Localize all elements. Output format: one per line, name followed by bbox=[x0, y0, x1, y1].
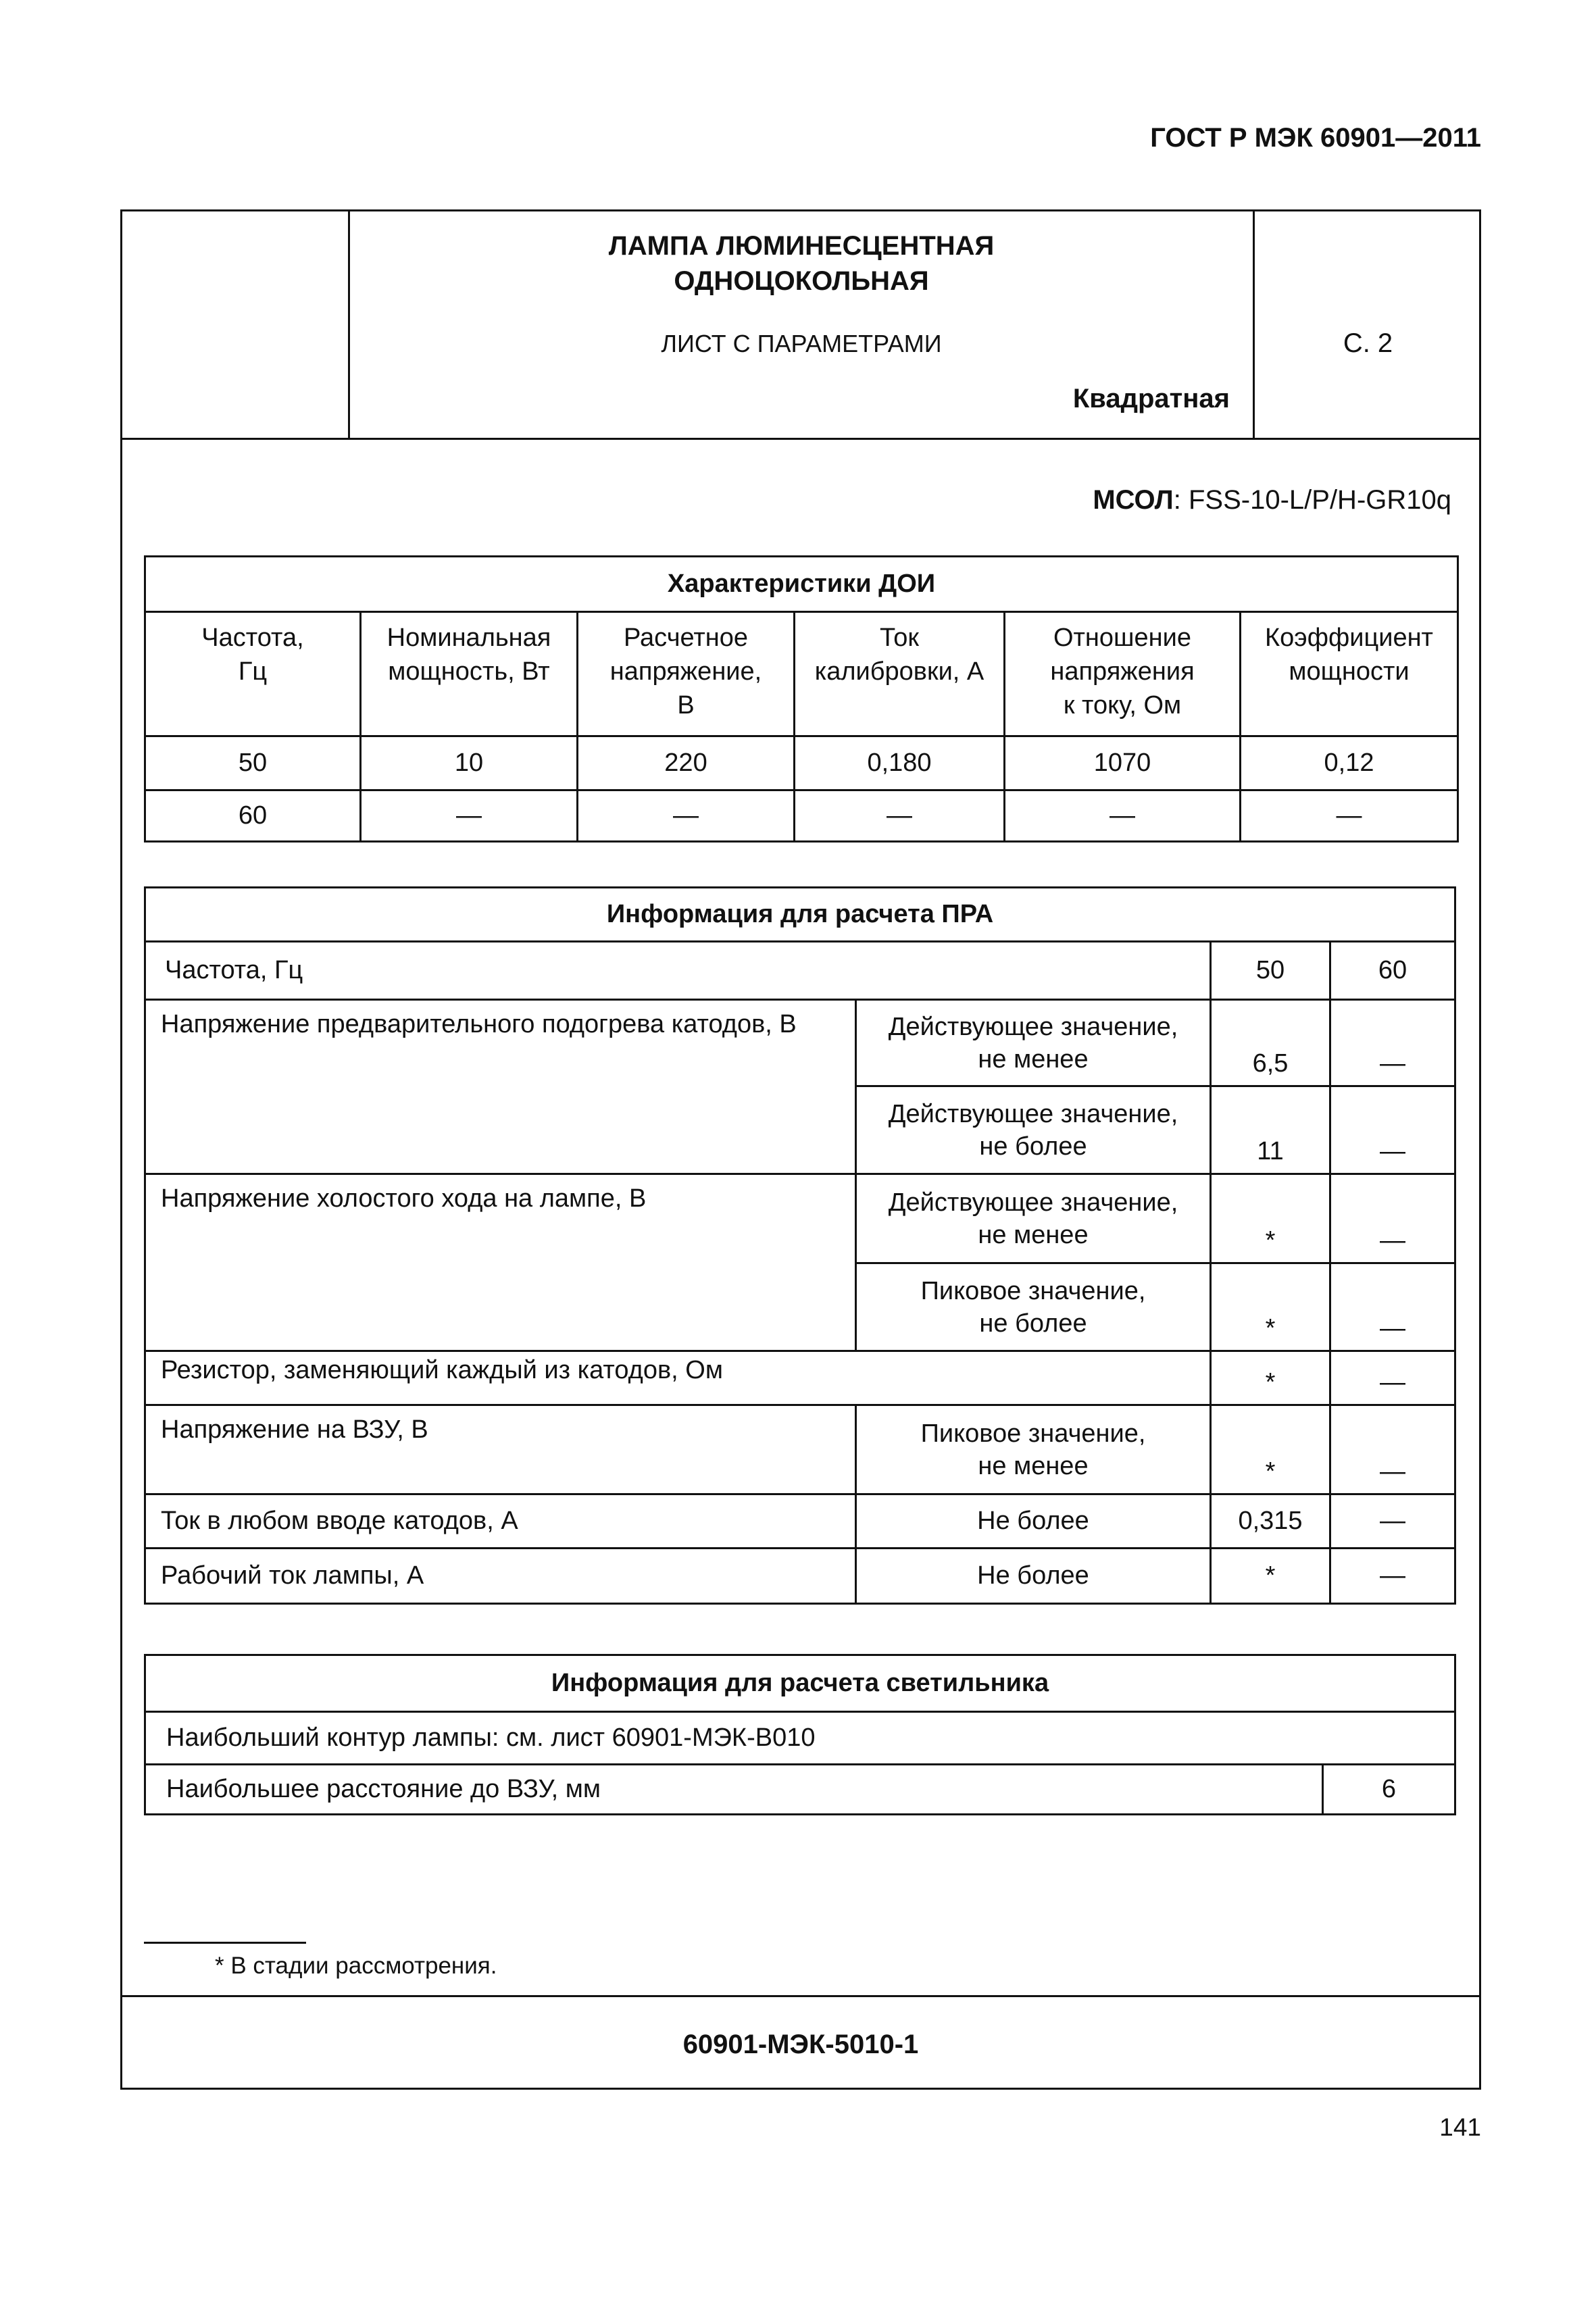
column-header: Ток калибровки, А bbox=[795, 612, 1005, 736]
table-cell: 0,12 bbox=[1241, 736, 1458, 790]
msol-label: МСОЛ bbox=[1093, 485, 1174, 515]
max-distance-value: 6 bbox=[1323, 1765, 1455, 1815]
table-header-row bbox=[145, 612, 1458, 736]
value-50: 0,315 bbox=[1211, 1494, 1330, 1549]
open-circuit-voltage-label: Напряжение холостого хода на лампе, В bbox=[145, 1174, 856, 1351]
max-distance-label: Наибольшее расстояние до ВЗУ, мм bbox=[145, 1765, 1323, 1815]
cathode-current-label: Ток в любом вводе катодов, А bbox=[145, 1494, 856, 1549]
value-50: * bbox=[1211, 1174, 1330, 1263]
value-50: 11 bbox=[1211, 1086, 1330, 1174]
frequency-60: 60 bbox=[1330, 942, 1455, 1000]
table-cell: 0,180 bbox=[795, 736, 1005, 790]
value-60: — bbox=[1330, 1086, 1455, 1174]
table-row bbox=[145, 1765, 1455, 1815]
value-60: — bbox=[1330, 1494, 1455, 1549]
value-60: — bbox=[1330, 1351, 1455, 1405]
value-60: — bbox=[1330, 1549, 1455, 1604]
table-row bbox=[145, 790, 1458, 842]
value-60: — bbox=[1330, 1174, 1455, 1263]
table-row bbox=[145, 1174, 1455, 1263]
value-50: * bbox=[1211, 1351, 1330, 1405]
sheet-code: 60901-МЭК-5010-1 bbox=[682, 2030, 919, 2059]
sheet-code-block bbox=[120, 1995, 1481, 2090]
table-caption: Характеристики ДОИ bbox=[145, 557, 1458, 612]
lamp-shape: Квадратная bbox=[1072, 384, 1230, 413]
sheet-title-line2: ОДНОЦОКОЛЬНАЯ bbox=[674, 266, 929, 296]
title-block-right-cell bbox=[1253, 209, 1481, 438]
table-row bbox=[145, 1405, 1455, 1494]
luminaire-info-table bbox=[144, 1654, 1456, 1815]
title-block-left-cell bbox=[120, 209, 350, 438]
column-header: Коэффициент мощности bbox=[1241, 612, 1458, 736]
frequency-50: 50 bbox=[1211, 942, 1330, 1000]
table-row bbox=[145, 1494, 1455, 1549]
column-header: Частота, Гц bbox=[145, 612, 361, 736]
condition-cell: Пиковое значение, не менее bbox=[856, 1405, 1211, 1494]
table-cell: 50 bbox=[145, 736, 361, 790]
ballast-info-table bbox=[144, 886, 1456, 1605]
table-cell: — bbox=[1241, 790, 1458, 842]
title-block-center-cell bbox=[350, 209, 1253, 438]
cathode-resistor-label: Резистор, заменяющий каждый из катодов, Ом bbox=[145, 1351, 1211, 1405]
value-50: * bbox=[1211, 1263, 1330, 1351]
value-50: 6,5 bbox=[1211, 1000, 1330, 1086]
table-caption: Информация для расчета светильника bbox=[145, 1655, 1455, 1712]
condition-cell: Действующее значение, не менее bbox=[856, 1000, 1211, 1086]
table-caption: Информация для расчета ПРА bbox=[145, 888, 1455, 942]
msol-designation bbox=[1093, 485, 1451, 515]
table-cell: — bbox=[361, 790, 578, 842]
table-row bbox=[145, 1351, 1455, 1405]
footnote: * В стадии рассмотрения. bbox=[215, 1953, 497, 1979]
table-cell: — bbox=[578, 790, 795, 842]
value-60: — bbox=[1330, 1263, 1455, 1351]
value-50: * bbox=[1211, 1405, 1330, 1494]
condition-cell: Не более bbox=[856, 1494, 1211, 1549]
table-row bbox=[145, 736, 1458, 790]
preheat-voltage-label: Напряжение предварительного подогрева катодов, В bbox=[145, 1000, 856, 1174]
table-cell: 60 bbox=[145, 790, 361, 842]
table-cell: 10 bbox=[361, 736, 578, 790]
frequency-row bbox=[145, 942, 1455, 1000]
condition-cell: Пиковое значение, не более bbox=[856, 1263, 1211, 1351]
value-60: — bbox=[1330, 1405, 1455, 1494]
title-block bbox=[120, 209, 1481, 440]
msol-value: : FSS-10-L/P/H-GR10q bbox=[1173, 485, 1451, 515]
standard-designation: ГОСТ Р МЭК 60901—2011 bbox=[1150, 123, 1481, 153]
sheet-page-number: С. 2 bbox=[1343, 328, 1393, 358]
condition-cell: Действующее значение, не более bbox=[856, 1086, 1211, 1174]
doi-characteristics-table bbox=[144, 555, 1459, 842]
value-50: * bbox=[1211, 1549, 1330, 1604]
sheet-subtitle: ЛИСТ С ПАРАМЕТРАМИ bbox=[661, 330, 942, 357]
column-header: Отношение напряжения к току, Ом bbox=[1005, 612, 1241, 736]
condition-cell: Не более bbox=[856, 1549, 1211, 1604]
table-cell: — bbox=[795, 790, 1005, 842]
table-row bbox=[145, 1712, 1455, 1765]
ignition-voltage-label: Напряжение на ВЗУ, В bbox=[145, 1405, 856, 1494]
table-cell: — bbox=[1005, 790, 1241, 842]
lamp-contour-text: Наибольший контур лампы: см. лист 60901-МЭК-В010 bbox=[145, 1712, 1455, 1765]
value-60: — bbox=[1330, 1000, 1455, 1086]
lamp-current-label: Рабочий ток лампы, А bbox=[145, 1549, 856, 1604]
frequency-label: Частота, Гц bbox=[145, 942, 1211, 1000]
table-row bbox=[145, 1000, 1455, 1086]
condition-cell: Действующее значение, не менее bbox=[856, 1174, 1211, 1263]
page-number: 141 bbox=[1439, 2113, 1481, 2141]
sheet-title-line1: ЛАМПА ЛЮМИНЕСЦЕНТНАЯ bbox=[608, 231, 995, 261]
footnote-separator bbox=[144, 1942, 306, 1944]
column-header: Номинальная мощность, Вт bbox=[361, 612, 578, 736]
column-header: Расчетное напряжение, В bbox=[578, 612, 795, 736]
table-cell: 220 bbox=[578, 736, 795, 790]
table-row bbox=[145, 1549, 1455, 1604]
table-cell: 1070 bbox=[1005, 736, 1241, 790]
